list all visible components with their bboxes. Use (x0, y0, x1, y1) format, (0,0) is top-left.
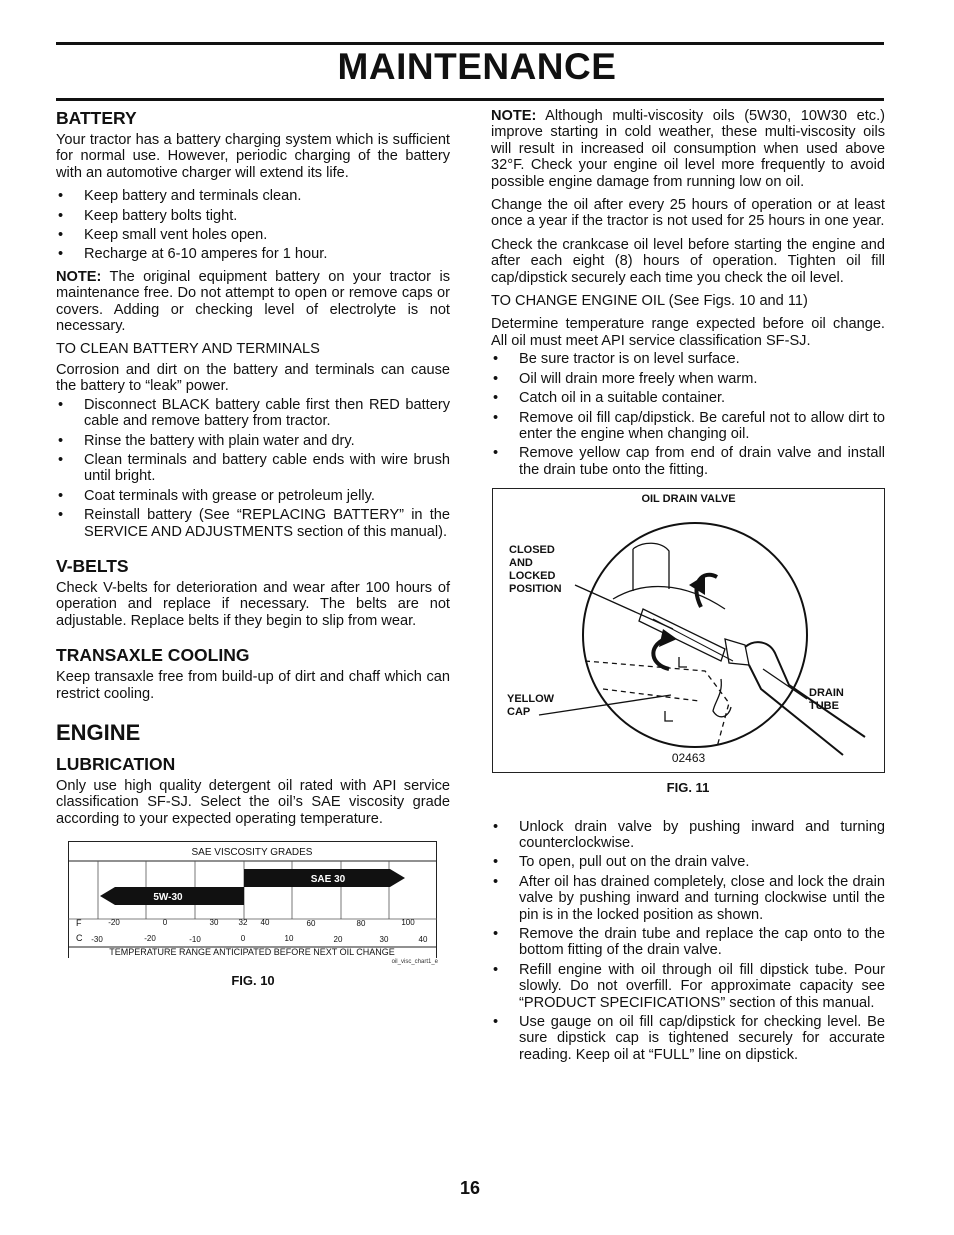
title-rule (56, 98, 884, 101)
f-tick: 32 (238, 918, 248, 928)
drain-tube-label: DRAIN TUBE (809, 687, 844, 713)
note-text: The original equipment battery on your tractor is maintenance free. Do not attempt to open or remove caps or covers. Adding or checking level of electrolyte is not necessary. (56, 268, 450, 335)
list-item: • Keep small vent holes open. (56, 227, 450, 243)
list-item: • Keep battery bolts tight. (56, 208, 450, 224)
list-item: • Reinstall battery (See “REPLACING BATTERY” in the SERVICE AND ADJUSTMENTS section of this manual). (56, 507, 450, 540)
engine-heading: ENGINE (56, 719, 141, 745)
c-tick: -10 (189, 935, 201, 945)
fig11-caption: FIG. 11 (666, 780, 710, 796)
bar-5w30-label: 5W-30 (153, 892, 183, 904)
closed-position-label: CLOSED AND LOCKED POSITION (509, 544, 562, 596)
lubrication-text: Only use high quality detergent oil rated with API service classification SF-SJ. Select the oil’s SAE viscosity grade according to your expected operating temperature. (56, 777, 450, 827)
list-item: • Oil will drain more freely when warm. (491, 371, 885, 387)
vbelts-text: Check V-belts for deterioration and wear after 100 hours of operation and replace if necessary. The belts are not adjustable. Replace belts if they begin to slip from wear. (56, 579, 450, 629)
list-item: • After oil has drained completely, close and lock the drain valve by pushing inward and turning clockwise until the pin is in the locked position as shown. (491, 874, 885, 923)
list-item: • Catch oil in a suitable container. (491, 390, 885, 406)
c-tick: 30 (379, 935, 389, 945)
list-item: • Remove oil fill cap/dipstick. Be careful not to allow dirt to enter the engine when changing oil. (491, 410, 885, 443)
left-column (56, 108, 450, 990)
f-tick: -20 (108, 918, 120, 928)
note-label: NOTE: (56, 268, 102, 285)
right-column (491, 108, 885, 1069)
note-label: NOTE: (491, 108, 537, 124)
f-tick: 80 (356, 919, 366, 929)
c-tick: -30 (91, 935, 103, 945)
f-tick: 30 (209, 918, 219, 928)
top-rule (56, 42, 884, 45)
viscosity-chart (68, 841, 438, 966)
lubrication-heading: LUBRICATION (56, 753, 176, 774)
clean-battery-heading: TO CLEAN BATTERY AND TERMINALS (56, 341, 320, 358)
note-text: Although multi-viscosity oils (5W30, 10W30 etc.) improve starting in cold weather, these multi-viscosity oils will result in increased oil consumption when used above 32°F. Check your engine oil level more frequently to avoid possible engine damage from running low on oil. (491, 108, 885, 190)
list-item: • Be sure tractor is on level surface. (491, 351, 885, 367)
oil-change-interval: Change the oil after every 25 hours of operation or at least once a year if the tractor is not used for 25 hours in one year. (491, 197, 885, 230)
battery-bullets (56, 188, 450, 263)
vbelts-heading: V-BELTS (56, 555, 129, 576)
chart-title-text: SAE VISCOSITY GRADES (191, 847, 313, 859)
f-ticks (108, 918, 415, 928)
transaxle-heading: TRANSAXLE COOLING (56, 645, 250, 666)
list-item: • Recharge at 6-10 amperes for 1 hour. (56, 246, 450, 262)
list-item: • Coat terminals with grease or petroleum jelly. (56, 488, 450, 504)
f-tick: 0 (162, 918, 168, 928)
figure-code: 02463 (671, 751, 706, 766)
yellow-cap-label: YELLOW CAP (507, 693, 555, 719)
c-tick: 10 (284, 934, 294, 944)
viscosity-note (491, 108, 885, 190)
figure-title: OIL DRAIN VALVE (641, 493, 736, 506)
bar-sae30-label: SAE 30 (310, 874, 346, 886)
change-oil-bullets (491, 351, 885, 478)
c-tick: 40 (418, 935, 428, 945)
f-scale-label: F (76, 918, 82, 929)
list-item: • Clean terminals and battery cable ends with wire brush until bright. (56, 452, 450, 485)
list-item: • Rinse the battery with plain water and dry. (56, 433, 450, 449)
f-tick: 100 (401, 918, 415, 928)
chart-title (192, 847, 313, 858)
clean-battery-bullets (56, 397, 450, 540)
c-ticks (91, 934, 428, 944)
battery-note (56, 269, 450, 335)
list-item: • To open, pull out on the drain valve. (491, 854, 885, 870)
chart-file-ref: oil_visc_chart1_e (391, 959, 438, 966)
battery-intro: Your tractor has a battery charging system which is sufficient for normal use. However, periodic charging of the battery with an automotive charger will extend its life. (56, 132, 450, 181)
page-number: 16 (459, 1178, 481, 1198)
clean-battery-intro: Corrosion and dirt on the battery and terminals can cause the battery to “leak” power. (56, 361, 450, 395)
list-item: • Use gauge on oil fill cap/dipstick for checking level. Be sure dipstick cap is tightened securely for accurate reading. Keep oil at “FULL” line on dipstick. (491, 1014, 885, 1063)
battery-heading: BATTERY (56, 108, 137, 128)
c-tick: 20 (333, 935, 343, 945)
chart-footer: TEMPERATURE RANGE ANTICIPATED BEFORE NEXT OIL CHANGE (109, 947, 395, 958)
list-item: • Disconnect BLACK battery cable first then RED battery cable and remove battery from tractor. (56, 397, 450, 430)
drain-valve-illustration (493, 489, 884, 772)
c-tick: -20 (144, 934, 156, 944)
list-item: • Keep battery and terminals clean. (56, 188, 450, 204)
drain-valve-figure (492, 488, 885, 773)
viscosity-chart-svg (68, 841, 437, 958)
oil-check-text: Check the crankcase oil level before starting the engine and after each eight (8) hours of operation. Tighten oil fill cap/dipstick securely each time you check the oil level. (491, 236, 885, 286)
determine-text: Determine temperature range expected before oil change. All oil must meet API service classification SF-SJ. (491, 316, 885, 349)
change-oil-heading: TO CHANGE ENGINE OIL (See Figs. 10 and 11) (491, 293, 808, 310)
page-title: MAINTENANCE (337, 46, 617, 87)
f-tick: 60 (306, 919, 316, 929)
list-item: • Remove yellow cap from end of drain valve and install the drain tube onto the fitting. (491, 445, 885, 478)
c-scale-label: C (76, 933, 83, 944)
transaxle-text: Keep transaxle free from build-up of dirt and chaff which can restrict cooling. (56, 669, 450, 702)
f-tick: 40 (260, 918, 270, 928)
list-item: • Unlock drain valve by pushing inward and turning counterclockwise. (491, 819, 885, 852)
drain-steps-bullets (491, 819, 885, 1064)
list-item: • Remove the drain tube and replace the cap onto to the bottom fitting of the drain valve. (491, 926, 885, 959)
fig10-caption: FIG. 10 (231, 973, 275, 989)
list-item: • Refill engine with oil through oil fill dipstick tube. Pour slowly. Do not overfill. For approximate capacity see “PRODUCT SPECIFICATIONS” section of this manual. (491, 962, 885, 1011)
c-tick: 0 (240, 934, 246, 944)
